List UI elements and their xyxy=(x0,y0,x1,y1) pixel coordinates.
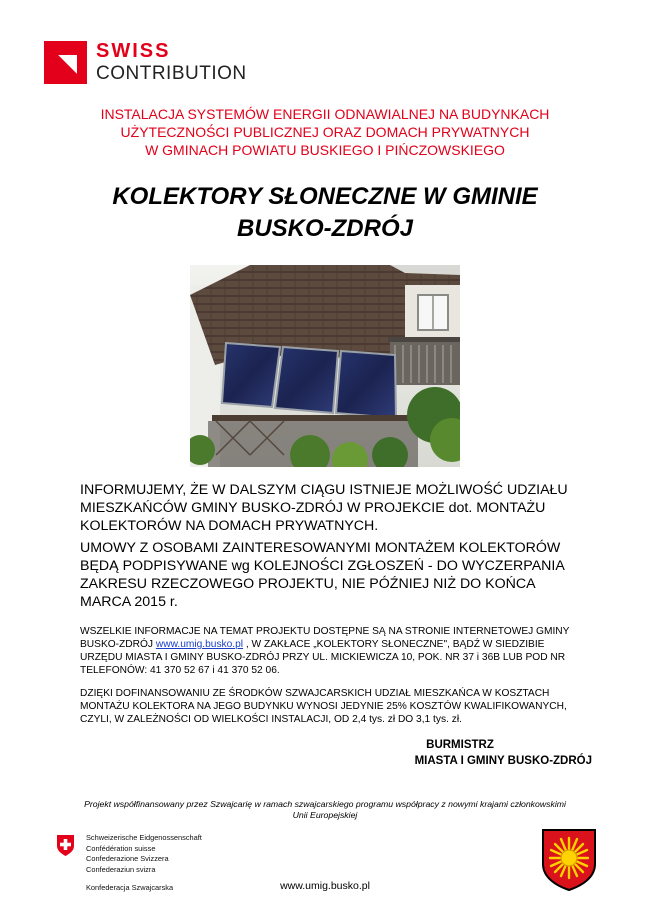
confederation-name: Confederaziun svizra xyxy=(86,864,156,874)
title-line: BUSKO-ZDRÓJ xyxy=(236,215,413,242)
info-line: DZIĘKI DOFINANSOWANIU ZE ŚRODKÓW SZWAJCARSKICH UDZIAŁ MIESZKAŃCA W KOSZTACH xyxy=(80,688,550,699)
confederation-name-polish: Konfederacja Szwajcarska xyxy=(86,883,174,892)
confederation-name: Confédération suisse xyxy=(86,843,156,853)
solar-collectors-photo xyxy=(190,265,460,467)
subtitle-line: INSTALACJA SYSTEMÓW ENERGII ODNAWIALNEJ NA BUDYNKACH xyxy=(100,106,550,122)
info-line-with-link xyxy=(80,638,595,651)
website-link[interactable]: www.umig.busko.pl xyxy=(155,639,244,650)
info-paragraph-1 xyxy=(80,481,595,535)
contact-info-paragraph xyxy=(80,625,595,677)
footer-website[interactable]: www.umig.busko.pl xyxy=(280,880,370,892)
logo-word-swiss: SWISS xyxy=(96,40,171,62)
paragraph-line: UMOWY Z OSOBAMI ZAINTERESOWANYMI MONTAŻEM KOLEKTORÓW xyxy=(80,540,561,556)
logo-word-contribution: CONTRIBUTION xyxy=(96,63,247,84)
paragraph-line: MIESZKAŃCÓW GMINY BUSKO-ZDRÓJ W PROJEKCIE dot. MONTAŻU xyxy=(80,500,546,516)
signature-office: MIASTA I GMINY BUSKO-ZDRÓJ xyxy=(414,755,592,767)
confederation-name: Schweizerische Eidgenossenschaft xyxy=(86,833,202,842)
cost-info-paragraph xyxy=(80,687,595,726)
info-text: , W ZAKŁACE „KOLEKTORY SŁONECZNE", BĄDŹ W SIEDZIBIE xyxy=(243,639,545,650)
subtitle-line: W GMINACH POWIATU BUSKIEGO I PIŃCZOWSKIEGO xyxy=(145,142,505,158)
info-line: CZYLI, W ZALEŻNOŚCI OD WIELKOŚCI INSTALACJI, OD 2,4 tys. zł DO 3,1 tys. zł. xyxy=(80,714,462,725)
info-line: WSZELKIE INFORMACJE NA TEMAT PROJEKTU DOSTĘPNE SĄ NA STRONIE INTERNETOWEJ GMINY xyxy=(80,626,570,637)
cofinancing-line: Unii Europejskiej xyxy=(292,810,358,820)
page-title xyxy=(40,181,610,245)
paragraph-line: ZAKRESU RZECZOWEGO PROJEKTU, NIE PÓŹNIEJ NIŻ DO KOŃCA xyxy=(80,576,536,592)
project-subtitle xyxy=(40,105,610,159)
paragraph-line: MARCA 2015 r. xyxy=(80,594,178,610)
info-line: URZĘDU MIASTA I GMINY BUSKO-ZDRÓJ PRZY UL. MICKIEWICZA 10, POK. NR 37 i 36B LUB POD NR xyxy=(80,652,566,663)
paragraph-line: INFORMUJEMY, ŻE W DALSZYM CIĄGU ISTNIEJE MOŻLIWOŚĆ UDZIAŁU xyxy=(80,482,568,498)
info-paragraph-2 xyxy=(80,539,595,611)
signature-title: BURMISTRZ xyxy=(426,739,494,751)
subtitle-line: UŻYTECZNOŚCI PUBLICZNEJ ORAZ DOMACH PRYWATNYCH xyxy=(120,124,530,140)
swiss-contribution-logo-mark xyxy=(44,41,87,84)
title-line: KOLEKTORY SŁONECZNE W GMINIE xyxy=(112,183,538,210)
busko-zdroj-coat-of-arms-icon xyxy=(541,828,597,892)
confederation-name: Confederazione Svizzera xyxy=(86,854,169,864)
paragraph-line: BĘDĄ PODPISYWANE wg KOLEJNOŚCI ZGŁOSZEŃ - DO WYCZERPANIA xyxy=(80,558,565,574)
cofinancing-note xyxy=(40,799,610,821)
info-line: TELEFONÓW: 41 370 52 67 i 41 370 52 06. xyxy=(80,665,280,676)
swiss-flag-icon xyxy=(55,835,76,856)
cofinancing-line: Projekt współfinansowany przez Szwajcarię w ramach szwajcarskiego programu współpracy z nowymi krajami członkowskimi xyxy=(84,799,566,809)
info-line: MONTAŻU KOLEKTORA NA JEGO BUDYNKU WYNOSI JEDYNIE 25% KOSZTÓW KWALIFIKOWANYCH, xyxy=(80,701,567,712)
paragraph-line: KOLEKTORÓW NA DOMACH PRYWATNYCH. xyxy=(80,518,379,534)
info-text: BUSKO-ZDRÓJ xyxy=(80,639,156,650)
swiss-confederation-names xyxy=(86,833,202,875)
